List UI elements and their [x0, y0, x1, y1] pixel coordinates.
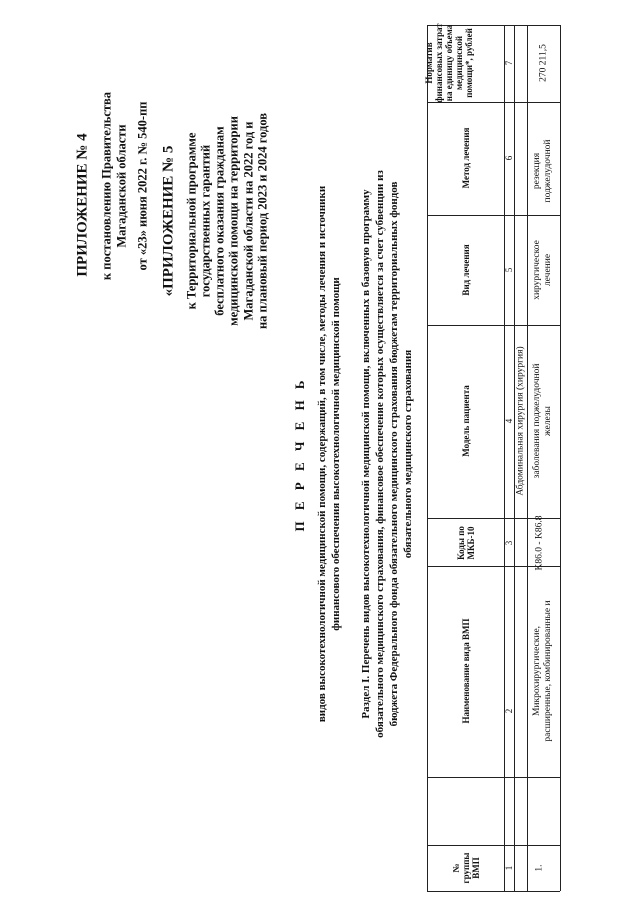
- cell-norm: 270 211,5: [538, 44, 549, 82]
- program-line: медицинской помощи на территории: [226, 116, 241, 326]
- cell-model: заболевания поджелудочной железы: [532, 363, 553, 479]
- cell-group: 1.: [534, 864, 545, 872]
- col-header-codes: Коды по МКБ-10: [456, 526, 476, 560]
- section-line: бюджета Федерального фонда обязательного медицинского страхования бюджетам территориальных фондов: [388, 181, 400, 727]
- col-header-method: Метод лечения: [461, 127, 471, 189]
- section-row: Абдоминальная хирургия (хирургия): [515, 346, 526, 496]
- col-number: 3: [504, 540, 514, 546]
- program-line: к Территориальной программе: [184, 132, 199, 310]
- cell-kind: хирургическое лечение: [532, 240, 553, 300]
- program-line: Магаданской области на 2022 год и: [241, 121, 256, 321]
- col-header-kind: Вид лечения: [461, 244, 471, 296]
- header-line: от «23» июня 2022 г. № 540-пп: [135, 101, 150, 271]
- header-line: к постановлению Правительства: [99, 91, 114, 281]
- appendix-title: ПРИЛОЖЕНИЕ № 4: [74, 133, 91, 277]
- col-header-group: № группы ВМП: [451, 852, 481, 884]
- appendix5-title: «ПРИЛОЖЕНИЕ № 5: [160, 145, 177, 297]
- subtitle-line: финансового обеспечения высокотехнологичной медицинской помощи: [330, 277, 342, 631]
- col-number: 1: [504, 865, 514, 871]
- col-header-model: Модель пациента: [461, 385, 471, 457]
- header-line: Магаданской области: [114, 124, 129, 248]
- cell-method: резекция поджелудочной: [532, 139, 553, 203]
- col-number: 6: [504, 155, 514, 161]
- cell-name: Микрохирургические, расширенные, комбинированные и: [532, 600, 553, 742]
- col-number: 2: [504, 708, 514, 714]
- col-header-name: Наименование вида ВМП: [461, 618, 471, 724]
- section-line: обязательного медицинского страхования: [402, 349, 414, 559]
- program-line: на плановый период 2023 и 2024 годов: [255, 112, 270, 330]
- col-number: 5: [504, 267, 514, 273]
- document-title: П Е Р Е Ч Е Н Ь: [292, 376, 307, 532]
- section-line: Раздел I. Перечень видов высокотехнологичной медицинской помощи, включенных в базовую программу: [360, 189, 372, 719]
- col-number: 4: [504, 418, 514, 424]
- cell-codes: K86.0 - K86.8: [534, 515, 545, 571]
- col-number: 7: [504, 60, 514, 66]
- program-line: государственных гарантий: [198, 144, 213, 298]
- col-header-norm: Норматив финансовых затрат на единицу объема медицинской помощи*, рублей: [424, 23, 474, 103]
- program-line: бесплатного оказания гражданам: [212, 126, 227, 316]
- section-line: обязательного медицинского страхования, финансовое обеспечение которых осуществляется за счет субвенции из: [374, 170, 386, 738]
- subtitle-line: видов высокотехнологичной медицинской помощи, содержащий, в том числе, методы лечения и источники: [316, 185, 328, 723]
